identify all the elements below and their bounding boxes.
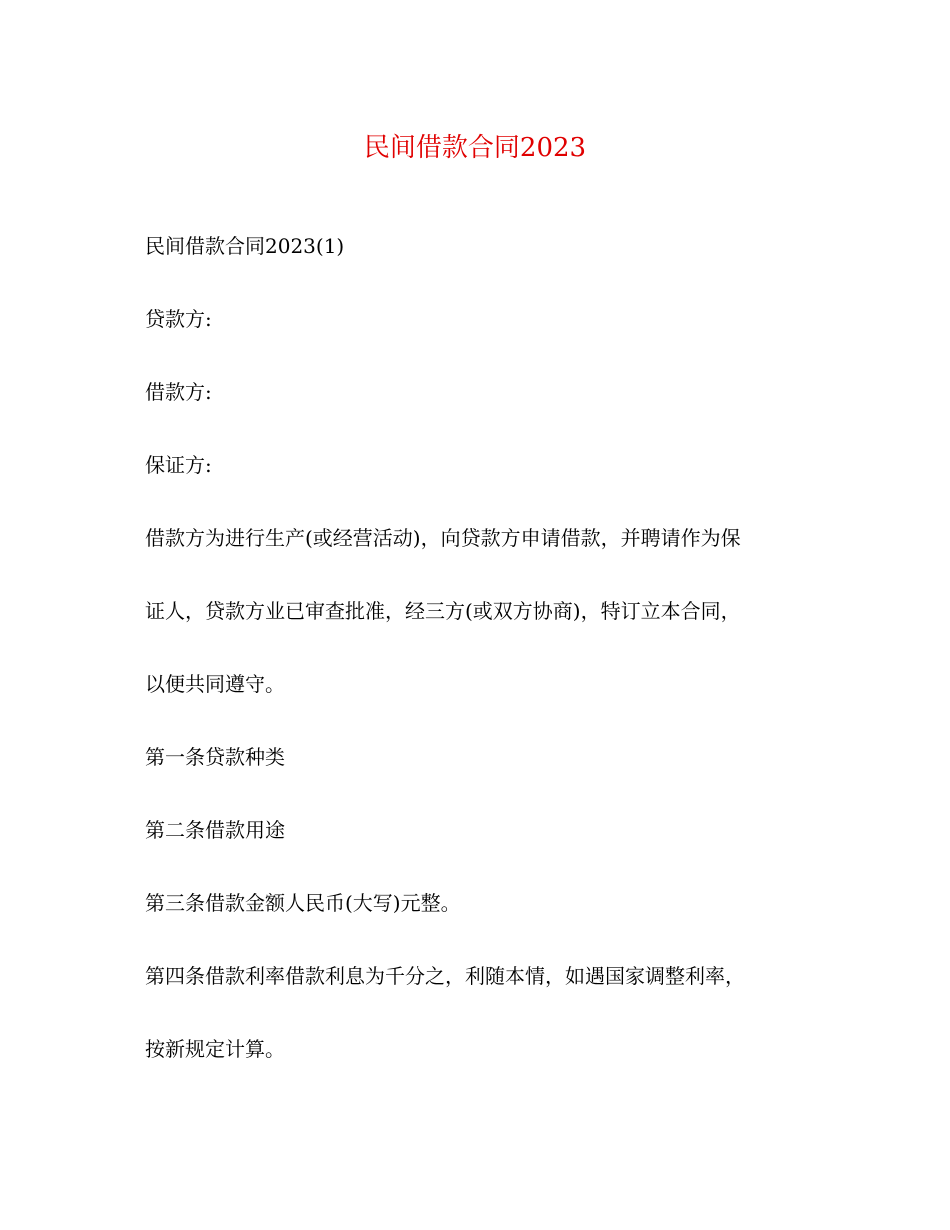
preamble-line-2: 证人，贷款方业已审查批准，经三方(或双方协商)，特订立本合同，	[145, 599, 741, 623]
article-2-line: 第二条借款用途	[145, 818, 285, 842]
preamble-line-1: 借款方为进行生产(或经营活动)，向贷款方申请借款，并聘请作为保	[145, 526, 741, 550]
article-4-line-2: 按新规定计算。	[145, 1037, 285, 1061]
guarantor-line: 保证方:	[145, 453, 212, 477]
borrower-line: 借款方:	[145, 380, 212, 404]
document-title: 民间借款合同2023	[363, 133, 587, 163]
article-4-line-1: 第四条借款利率借款利息为千分之，利随本情，如遇国家调整利率，	[145, 964, 745, 988]
article-3-line: 第三条借款金额人民币(大写)元整。	[145, 891, 461, 915]
lender-line: 贷款方:	[145, 307, 212, 331]
article-1-line: 第一条贷款种类	[145, 745, 285, 769]
document-body	[145, 210, 810, 1086]
subtitle-line: 民间借款合同2023(1)	[145, 234, 345, 258]
preamble-line-3: 以便共同遵守。	[145, 672, 285, 696]
